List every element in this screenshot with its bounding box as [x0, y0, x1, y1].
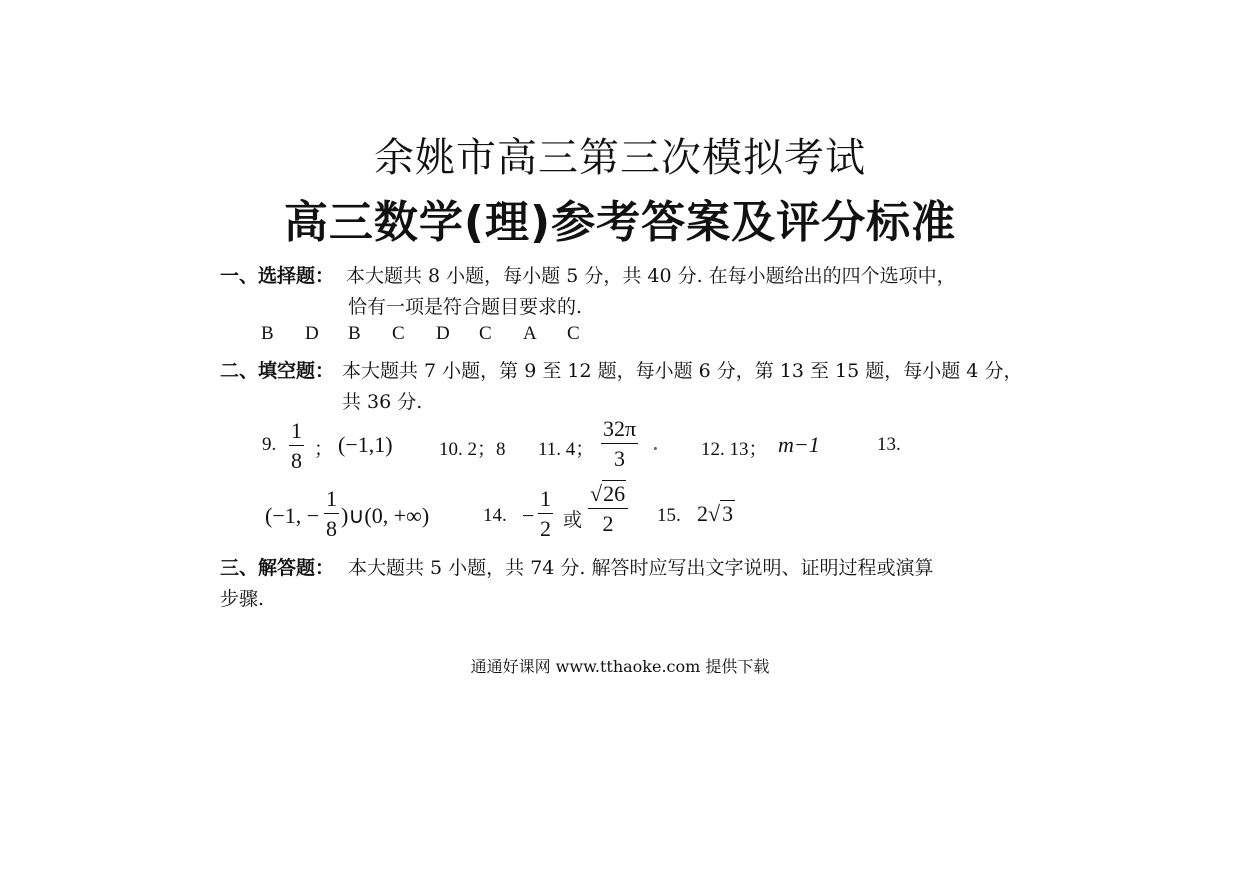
q9-label: 9.	[262, 434, 277, 455]
answer-1: B	[261, 323, 274, 344]
q14-fraction1-numerator: 1	[538, 488, 553, 514]
q11-label: 11. 4；	[538, 439, 595, 460]
q15-label: 15.	[657, 505, 681, 526]
section3-line1: 本大题共 5 小题，共 74 分. 解答时应写出文字说明、证明过程或演算	[348, 557, 934, 579]
q11-numerator: 32π	[601, 418, 638, 444]
q13-label: 13.	[877, 434, 901, 455]
q14-label: 14.	[483, 505, 507, 526]
q11-fraction	[601, 418, 638, 470]
section2-line2: 共 36 分.	[342, 391, 423, 413]
q12-label: 12. 13；	[701, 439, 768, 460]
section2-heading: 二、填空题：	[220, 360, 335, 382]
section1-heading: 一、选择题：	[220, 265, 335, 287]
answer-4: C	[392, 323, 405, 344]
q14-fraction1	[538, 488, 553, 540]
answer-7: A	[523, 323, 537, 344]
q9-interval: (−1,1)	[338, 432, 393, 457]
q14-fraction1-denominator: 2	[540, 516, 551, 541]
q15-coefficient: 2	[697, 501, 708, 526]
exam-title: 余姚市高三第三次模拟考试	[374, 135, 866, 181]
q13-denominator: 8	[326, 516, 337, 541]
q11-denominator: 3	[614, 446, 626, 471]
answer-key-title: 高三数学(理)参考答案及评分标准	[283, 197, 957, 248]
section3-heading: 三、解答题：	[220, 557, 335, 579]
q9-separator: ；	[314, 439, 334, 460]
q13-fraction	[324, 488, 339, 540]
section1-line1: 本大题共 8 小题，每小题 5 分，共 40 分. 在每小题给出的四个选项中，	[346, 265, 956, 287]
q14-or: 或	[563, 509, 583, 531]
q12-expression: m−1	[778, 432, 820, 457]
section1-line2: 恰有一项是符合题目要求的.	[348, 296, 583, 318]
section3-line2: 步骤.	[220, 588, 265, 610]
q14-fraction2	[588, 483, 628, 535]
q13-numerator: 1	[324, 488, 339, 514]
q11-period: .	[653, 434, 658, 455]
answer-3: B	[348, 323, 361, 344]
footer-source: 通通好课网 www.tthaoke.com 提供下载	[470, 657, 770, 676]
answer-6: C	[479, 323, 492, 344]
q13-open: (−1, −	[265, 503, 320, 528]
q14-radicand: 26	[603, 481, 626, 506]
q9-fraction	[289, 420, 304, 472]
section2-line1: 本大题共 7 小题，第 9 至 12 题，每小题 6 分，第 13 至 15 题，每小题 4 分，	[342, 360, 1023, 382]
q10-answer: 10. 2；8	[439, 439, 506, 460]
q9-numerator: 1	[289, 420, 304, 446]
q9-denominator: 8	[291, 448, 302, 473]
q14-fraction2-numerator: √26	[588, 483, 628, 509]
q14-minus: −	[522, 503, 535, 528]
answer-8: C	[567, 323, 580, 344]
q15-answer: 2√3	[697, 501, 734, 526]
q15-radicand: 3	[722, 501, 734, 526]
answer-5: D	[436, 323, 450, 344]
q14-fraction2-denominator: 2	[602, 511, 614, 536]
choice-answers	[261, 323, 587, 345]
answer-2: D	[305, 323, 319, 344]
q13-close: )∪(0, +∞)	[341, 503, 430, 528]
